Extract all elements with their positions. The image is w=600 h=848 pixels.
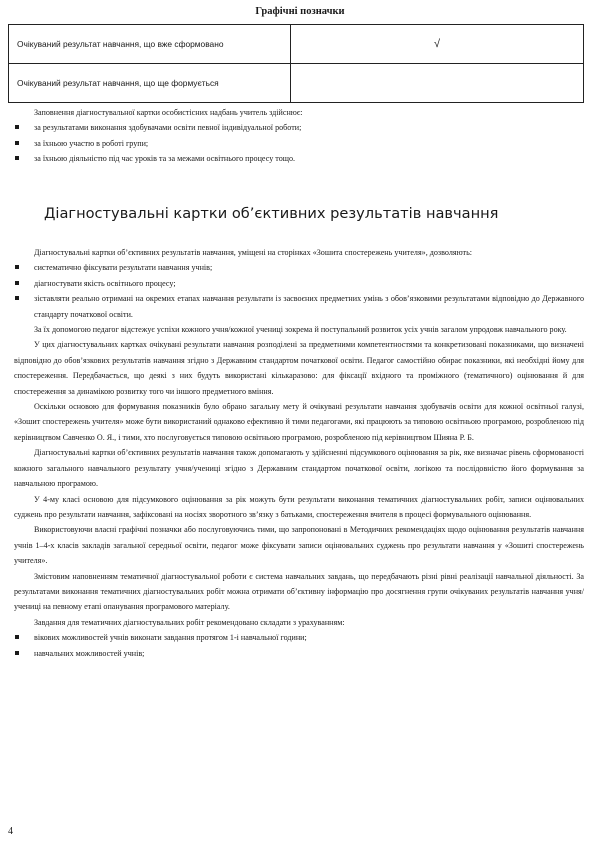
bullet-icon: [15, 635, 19, 639]
checkmark-symbol: √: [291, 25, 584, 64]
list-item-text: діагностувати якість освітнього процесу;: [34, 278, 176, 288]
list-item: [14, 291, 584, 322]
list-item-text: за їхньою участю в роботі групи;: [34, 138, 149, 148]
bullet-icon: [15, 125, 19, 129]
intro-block: [14, 105, 584, 167]
list-item: [14, 276, 584, 291]
list-item-text: за результатами виконання здобувачами освіти певної індивідуальної роботи;: [34, 123, 302, 133]
paragraph: Використовуючи власні графічні позначки або послуговуючись тими, що запропоновані в Методичних рекомендаціях щодо оцінювання результатів навчання учнів 1–4-х класів закладів загальної середньої освіти, педагог може фіксувати записи оцінювальних суджень про результати навчання у «Зошиті спостережень учителя».: [14, 525, 584, 566]
paragraph: За їх допомогою педагог відстежує успіхи кожного учня/кожної учениці зокрема й поступальний розвиток усіх учнів загалом упродовж навчального року.: [34, 325, 567, 335]
paragraph: Діагностувальні картки об’єктивних результатів навчання також допомагають у здійсненні підсумкового оцінювання за рік, яке визначає рівень сформованості кожного загального навчального результату учня/учениці згідно з Державним стандартом початкової освіти, логікою та послідовністю його формування за навчальною програмою.: [14, 448, 584, 489]
legend-row: [9, 64, 584, 103]
legend-row: [9, 25, 584, 64]
legend-label: Очікуваний результат навчання, що ще формується: [9, 64, 291, 103]
paragraph: Змістовим наповненням тематичної діагностувальної роботи є система навчальних завдань, що передбачають різні рівні реалізації навчальної діяльності. За результатами виконання тематичних діагностувальних робіт можна отримати об’єктивну інформацію про досягнення групи очікуваних результатів навчання учня/учениці на певному етапі опанування програмового матеріалу.: [14, 571, 584, 612]
list-item: [14, 151, 584, 166]
task-criteria-list: [14, 630, 584, 661]
list-item: [14, 646, 584, 661]
list-item: [14, 136, 584, 151]
intro-list: [14, 120, 584, 166]
paragraph: Завдання для тематичних діагностувальних робіт рекомендовано складати з урахуванням:: [34, 617, 345, 627]
bullet-icon: [15, 281, 19, 285]
bullet-icon: [15, 296, 19, 300]
empty-mark-cell: [291, 64, 584, 103]
list-item-text: вікових можливостей учнів виконати завдання протягом 1-і навчальної години;: [34, 633, 307, 643]
list-item-text: зіставляти реально отримані на окремих етапах навчання результати із засвоєних предметних умінь з обов’язковими результатами відповідно до Державного стандарту початкової освіти.: [34, 294, 584, 319]
list-item: [14, 630, 584, 645]
bullet-icon: [15, 141, 19, 145]
list-item: [14, 120, 584, 135]
paragraph: У цих діагностувальних картках очікувані результати навчання розподілені за предметними компетентностями та конкретизовані показниками, що визначені відповідно до обов’язкових результатів навчання згідно з Державним стандартом початкової освіти. Педагог самостійно обирає показники, які необхідні йому для спостереження. Передбачається, що деякі з них будуть використані кількаразово: для фіксації вхідного та проміжного (тематичного) оцінювання й для спостереження за динамікою розвитку того чи іншого предметного вміння.: [14, 340, 584, 396]
bullet-icon: [15, 651, 19, 655]
legend-table: [8, 24, 584, 103]
section-heading: Діагностувальні картки об’єктивних результатів навчання: [44, 205, 499, 222]
legend-label: Очікуваний результат навчання, що вже сформовано: [9, 25, 291, 64]
page-number: 4: [8, 826, 13, 837]
bullet-icon: [15, 156, 19, 160]
capabilities-list: [14, 260, 584, 322]
section-body: [14, 245, 584, 661]
paragraph: У 4-му класі основою для підсумкового оцінювання за рік можуть бути результати виконання тематичних діагностувальних робіт, записи оцінювальних суджень про результати навчання, зафіксовані на носіях зворотного зв’язку з батьками, спостереження вчителя в процесі формувального оцінювання.: [14, 494, 584, 519]
legend-title: Графічні позначки: [255, 6, 345, 17]
list-item: [14, 260, 584, 275]
list-item-text: навчальних можливостей учнів;: [34, 648, 145, 658]
list-item-text: за їхньою діяльністю під час уроків та за межами освітнього процесу тощо.: [34, 154, 296, 164]
bullet-icon: [15, 265, 19, 269]
intro-lead: Заповнення діагностувальної картки особистісних надбань учитель здійснює:: [34, 108, 303, 117]
paragraph: Діагностувальні картки об’єктивних результатів навчання, уміщені на сторінках «Зошита спостережень учителя», дозволяють:: [34, 248, 473, 257]
paragraph: Оскільки основою для формування показників було обрано загальну мету й очікувані результати навчання здобувачів освіти для кожної освітньої галузі, «Зошит спостережень учителя» може бути використаний однаково ефективно й тими педагогами, які працюють за типовою освітньою програмою, розробленою під керівництвом Савченко О. Я., і тими, хто послуговується типовою освітньою програмою, розробленою під керівництвом Шияна Р. Б.: [14, 402, 584, 442]
list-item-text: систематично фіксувати результати навчання учнів;: [34, 263, 213, 273]
